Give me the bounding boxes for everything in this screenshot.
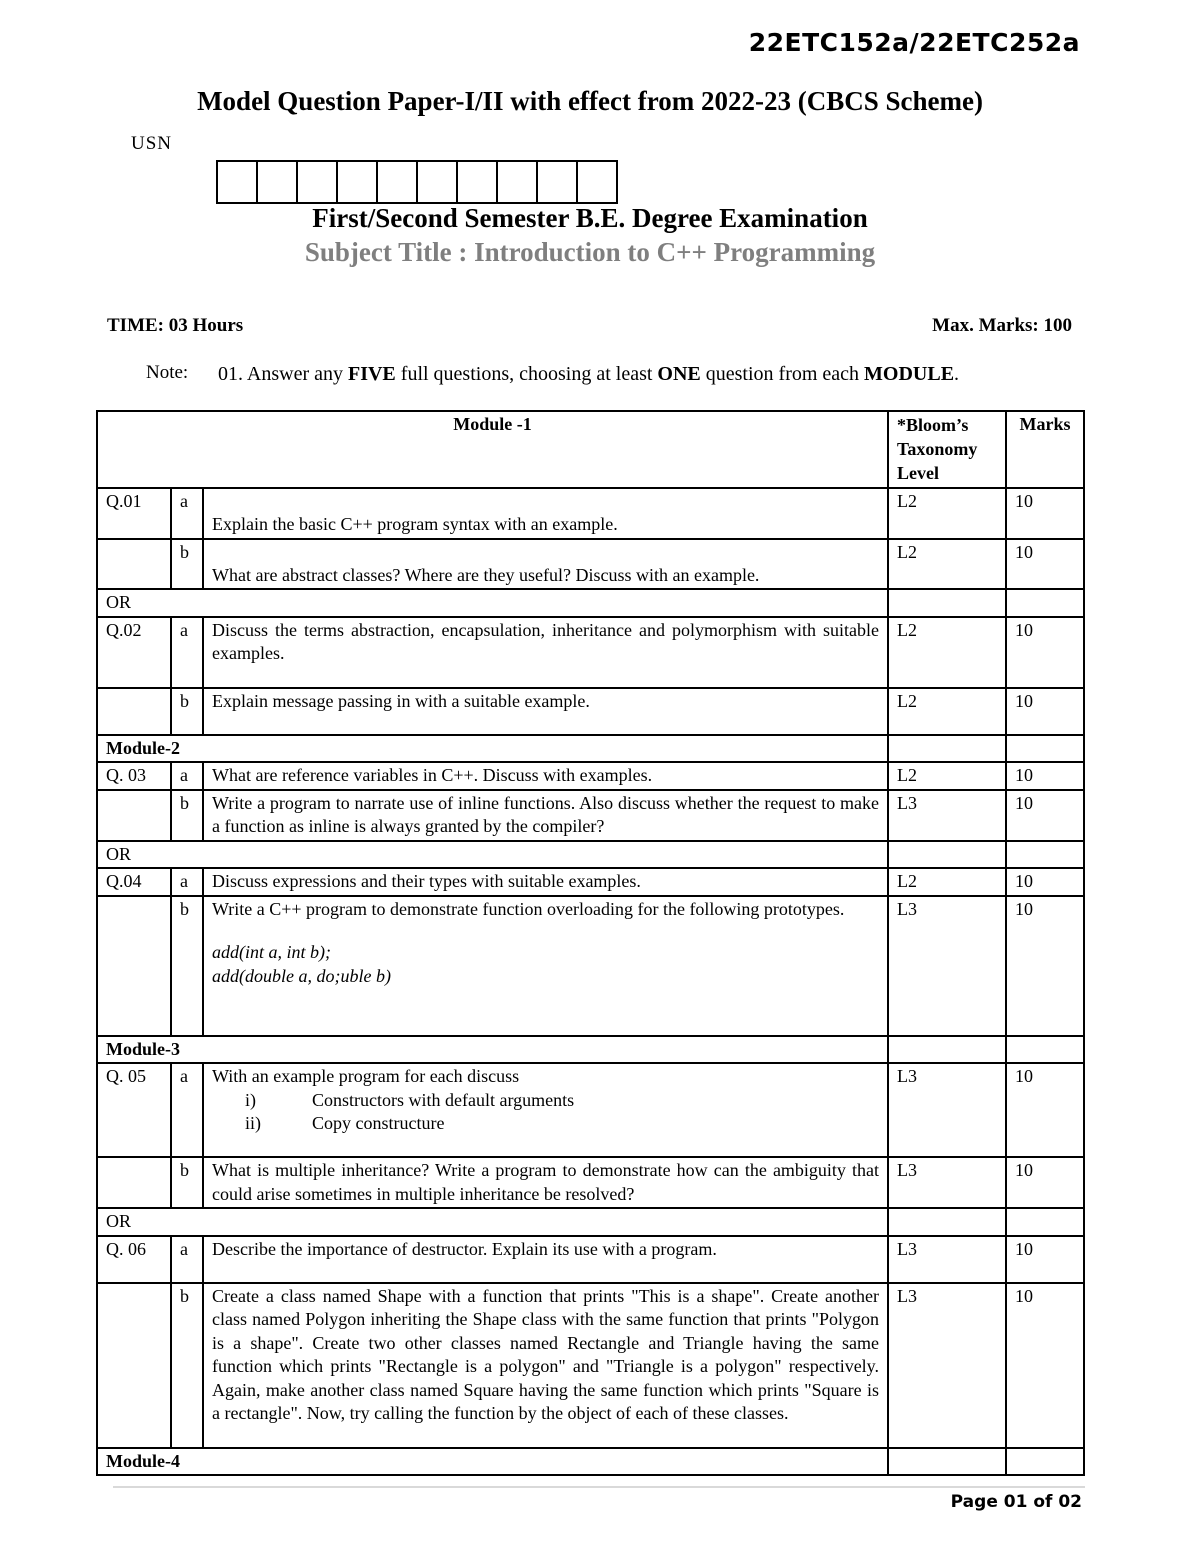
sub-label: b	[171, 688, 203, 735]
question-number: Q. 06	[97, 1236, 171, 1283]
or-row	[97, 841, 1084, 869]
note-part-bold: FIVE	[347, 363, 396, 385]
blooms-level: L2	[888, 488, 1006, 539]
table-row	[97, 1063, 1084, 1157]
usn-box[interactable]	[576, 160, 618, 204]
marks-value: 10	[1006, 868, 1084, 896]
usn-box[interactable]	[496, 160, 538, 204]
marks-value: 10	[1006, 762, 1084, 790]
blooms-level: L2	[888, 688, 1006, 735]
exam-title: First/Second Semester B.E. Degree Examination	[312, 203, 868, 233]
list-text: Copy constructure	[312, 1113, 445, 1133]
question-number: Q.01	[97, 488, 171, 539]
blooms-level: L3	[888, 1157, 1006, 1208]
marks-value: 10	[1006, 1236, 1084, 1283]
or-label: OR	[97, 589, 888, 617]
question-number	[97, 1157, 171, 1208]
max-marks: Max. Marks: 100	[932, 315, 1072, 336]
sub-list	[212, 1089, 879, 1136]
table-row	[97, 1236, 1084, 1283]
usn-box[interactable]	[536, 160, 578, 204]
sub-label: b	[171, 1157, 203, 1208]
empty-cell	[888, 589, 1006, 617]
empty-cell	[1006, 1448, 1084, 1476]
question-table	[96, 410, 1085, 1476]
usn-box[interactable]	[416, 160, 458, 204]
usn-label: USN	[131, 133, 173, 154]
usn-box[interactable]	[296, 160, 338, 204]
list-item	[212, 1112, 879, 1136]
sub-label: b	[171, 896, 203, 1036]
or-label: OR	[97, 1208, 888, 1236]
or-row	[97, 589, 1084, 617]
blooms-level: L2	[888, 539, 1006, 590]
time-duration: TIME: 03 Hours	[107, 315, 244, 336]
usn-box[interactable]	[336, 160, 378, 204]
blooms-level: L3	[888, 1063, 1006, 1157]
question-text: What are abstract classes? Where are they useful? Discuss with an example.	[203, 539, 888, 590]
note-part: 01. Answer any	[218, 363, 348, 385]
page-number: Page 01 of 02	[950, 1492, 1082, 1512]
question-text: Create a class named Shape with a function that prints "This is a shape". Create another class named Polygon inheriting the Shape class with the same function that prints "Polygon is a shape". Create two other classes named Rectangle and Triangle having the same function which prints "Rectangle is a polygon" and "Triangle is a polygon" respectively. Again, make another class named Square having the same function which prints "Square is a rectangle". Now, try calling the function by the object of each of these classes.	[203, 1283, 888, 1448]
question-number: Q.04	[97, 868, 171, 896]
question-cell	[203, 896, 888, 1036]
table-row	[97, 1283, 1084, 1448]
question-number: Q. 03	[97, 762, 171, 790]
sub-label: a	[171, 868, 203, 896]
note-text	[218, 363, 959, 386]
table-row	[97, 539, 1084, 590]
question-text: With an example program for each discuss	[212, 1066, 520, 1086]
empty-cell	[888, 1448, 1006, 1476]
question-text: What is multiple inheritance? Write a program to demonstrate how can the ambiguity that could arise sometimes in multiple inheritance be resolved?	[203, 1157, 888, 1208]
sub-label: a	[171, 617, 203, 688]
module-row	[97, 1448, 1084, 1476]
marks-value: 10	[1006, 488, 1084, 539]
marks-value: 10	[1006, 1283, 1084, 1448]
question-text: Describe the importance of destructor. Explain its use with a program.	[203, 1236, 888, 1283]
module-heading: Module -1	[97, 411, 888, 488]
usn-box[interactable]	[456, 160, 498, 204]
marks-value: 10	[1006, 1157, 1084, 1208]
module-row	[97, 1036, 1084, 1064]
question-text: Write a program to narrate use of inline functions. Also discuss whether the request to make a function as inline is always granted by the compiler?	[203, 790, 888, 841]
list-item	[212, 1089, 879, 1113]
question-text: What are reference variables in C++. Discuss with examples.	[203, 762, 888, 790]
note-part-bold: ONE	[657, 363, 701, 385]
table-row	[97, 790, 1084, 841]
empty-cell	[1006, 1036, 1084, 1064]
table-row	[97, 762, 1084, 790]
sub-label: a	[171, 1236, 203, 1283]
empty-cell	[1006, 1208, 1084, 1236]
note-label: Note:	[146, 362, 189, 383]
empty-cell	[888, 841, 1006, 869]
table-row	[97, 896, 1084, 1036]
empty-cell	[888, 1036, 1006, 1064]
sub-label: a	[171, 762, 203, 790]
usn-box[interactable]	[376, 160, 418, 204]
marks-value: 10	[1006, 1063, 1084, 1157]
usn-box[interactable]	[216, 160, 258, 204]
empty-cell	[1006, 589, 1084, 617]
module-heading: Module-4	[97, 1448, 888, 1476]
marks-value: 10	[1006, 790, 1084, 841]
question-text: Write a C++ program to demonstrate function overloading for the following prototypes.	[212, 898, 845, 919]
usn-boxes	[216, 160, 618, 204]
blooms-level: L2	[888, 868, 1006, 896]
question-cell	[203, 1063, 888, 1157]
module-row	[97, 735, 1084, 763]
question-text: Discuss the terms abstraction, encapsulation, inheritance and polymorphism with suitable examples.	[203, 617, 888, 688]
question-number	[97, 688, 171, 735]
marks-value: 10	[1006, 688, 1084, 735]
question-text: Discuss expressions and their types with suitable examples.	[203, 868, 888, 896]
question-number	[97, 1283, 171, 1448]
question-number: Q. 05	[97, 1063, 171, 1157]
table-row	[97, 1157, 1084, 1208]
blooms-level: L3	[888, 896, 1006, 1036]
marks-heading: Marks	[1006, 411, 1084, 488]
usn-box[interactable]	[256, 160, 298, 204]
empty-cell	[888, 1208, 1006, 1236]
table-row	[97, 488, 1084, 539]
marks-value: 10	[1006, 896, 1084, 1036]
module-heading: Module-2	[97, 735, 888, 763]
prototype-line: add(double a, do;uble b)	[212, 965, 391, 986]
marks-value: 10	[1006, 617, 1084, 688]
footer-divider	[113, 1486, 1085, 1488]
question-number	[97, 790, 171, 841]
note-part-bold: MODULE	[864, 363, 955, 385]
empty-cell	[1006, 841, 1084, 869]
table-row	[97, 617, 1084, 688]
note-part: question from each	[700, 363, 865, 385]
blooms-level: L2	[888, 762, 1006, 790]
blooms-level: L3	[888, 1236, 1006, 1283]
subject-title: Subject Title : Introduction to C++ Programming	[304, 237, 876, 267]
sub-label: b	[171, 539, 203, 590]
sub-label: b	[171, 1283, 203, 1448]
list-text: Constructors with default arguments	[312, 1089, 575, 1110]
blooms-level: L3	[888, 1283, 1006, 1448]
question-number: Q.02	[97, 617, 171, 688]
table-header-row	[97, 411, 1084, 488]
module-heading: Module-3	[97, 1036, 888, 1064]
table-row	[97, 688, 1084, 735]
question-text: Explain message passing in with a suitable example.	[203, 688, 888, 735]
or-label: OR	[97, 841, 888, 869]
or-row	[97, 1208, 1084, 1236]
empty-cell	[1006, 735, 1084, 763]
list-number: i)	[245, 1089, 256, 1110]
blooms-level: L2	[888, 617, 1006, 688]
sub-label: a	[171, 488, 203, 539]
course-code: 22ETC152a/22ETC252a	[748, 28, 1080, 57]
question-text: Explain the basic C++ program syntax with an example.	[203, 488, 888, 539]
sub-label: b	[171, 790, 203, 841]
marks-value: 10	[1006, 539, 1084, 590]
blooms-heading: *Bloom’s Taxonomy Level	[888, 411, 1006, 488]
prototype-line: add(int a, int b);	[212, 942, 331, 962]
empty-cell	[888, 735, 1006, 763]
note-part: .	[954, 363, 960, 385]
blooms-level: L3	[888, 790, 1006, 841]
paper-title: Model Question Paper-I/II with effect from 2022-23 (CBCS Scheme)	[197, 86, 983, 116]
table-row	[97, 868, 1084, 896]
list-number: ii)	[245, 1113, 261, 1133]
question-number	[97, 539, 171, 590]
sub-label: a	[171, 1063, 203, 1157]
note-part: full questions, choosing at least	[395, 363, 658, 385]
question-number	[97, 896, 171, 1036]
